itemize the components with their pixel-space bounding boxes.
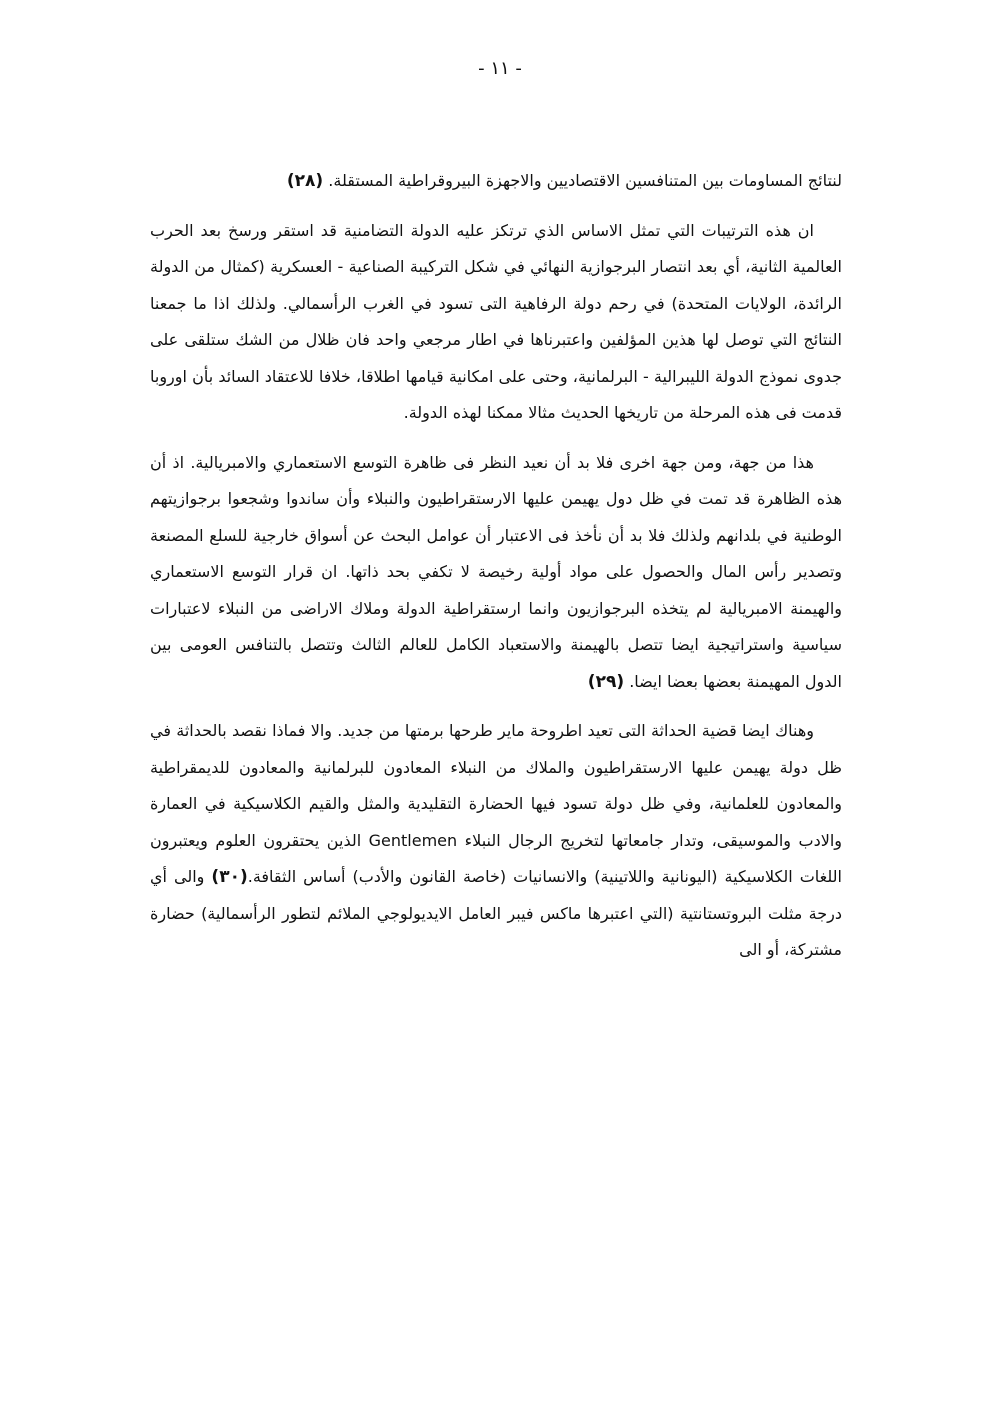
paragraph-text: ان هذه الترتيبات التي تمثل الاساس الذي ترتكز عليه الدولة التضامنية قد استقر ورسخ بعد الحرب العالمية الثانية، أي بعد انتصار البرجوازية النهائي في شكل التركيبة الصناعية - العسكرية (كمثال من الدولة الرائدة، الولايات المتحدة) في رحم دولة الرفاهية التى تسود في الغرب الرأسمالي. ولذلك اذا ما جمعنا النتائج التي توصل لها هذين المؤلفين واعتبرناها في اطار مرجعي واحد فان ظلال من الشك ستلقى على جدوى نموذج الدولة الليبرالية - البرلمانية، وحتى على امكانية قيامها اطلاقا، خلافا للاعتقاد السائد بأن اوروبا قدمت فى هذه المرحلة من تاريخها الحديث مثالا ممكنا لهذه الدولة. — [150, 220, 842, 422]
paragraph-3 — [150, 445, 842, 701]
page-number: - ١١ - — [478, 58, 522, 79]
footnote-ref: (٢٨) — [286, 171, 324, 191]
paragraph-1 — [150, 163, 842, 200]
paragraph-text-continued: والى أي درجة مثلت البروتستانتية (التي اعتبرها ماكس فيبر العامل الايديولوجي الملائم لتطور الرأسمالية) حضارة مشتركة، أو الى — [150, 867, 842, 959]
footnote-ref: (٢٩) — [587, 671, 625, 692]
paragraph-text: لنتائج المساومات بين المتنافسين الاقتصاديين والاجهزة البيروقراطية المستقلة. — [328, 171, 842, 190]
document-body — [150, 163, 842, 982]
footnote-ref: (٣٠) — [211, 867, 248, 887]
paragraph-text: هذا من جهة، ومن جهة اخرى فلا بد أن نعيد النظر فى ظاهرة التوسع الاستعماري والامبريالية. اذ أن هذه الظاهرة قد تمت في ظل دول يهيمن عليها الارستقراطيون والنبلاء وأن ساندوا وشجعوا برجوازيتهم الوطنية في بلدانهم ولذلك فلا بد أن نأخذ فى الاعتبار أن عوامل البحث عن أسواق خارجية للسلع المصنعة وتصدير رأس المال والحصول على مواد أولية رخيصة لا تكفي بحد ذاتها. ان قرار التوسع الاستعماري والهيمنة الامبريالية لم يتخذه البرجوازيون وانما ارستقراطية الدولة وملاك الاراضى من النبلاء لاعتبارات سياسية واستراتيجية ايضا تتصل بالهيمنة والاستعباد الكامل للعالم الثالث وتتصل بالتنافس العومى بين الدول المهيمنة بعضها بعضا ايضا. — [150, 452, 842, 691]
paragraph-2 — [150, 213, 842, 432]
paragraph-4 — [150, 713, 842, 969]
paragraph-text: وهناك ايضا قضية الحداثة التى تعيد اطروحة ماير طرحها برمتها من جديد. والا فماذا نقصد بالحداثة في ظل دولة يهيمن عليها الارستقراطيون والملاك من النبلاء المعادون للبرلمانية والمعادون للديمقراطية والمعادون للعلمانية، وفي ظل دولة تسود فيها الحضارة التقليدية والمثل والقيم الكلاسيكية في العمارة والادب والموسيقى، وتدار جامعاتها لتخريج الرجال النبلاء Gentlemen الذين يحتقرون العلوم ويعتبرون اللغات الكلاسيكية (اليونانية واللاتينية) والانسانيات (خاصة القانون والأدب) أساس الثقافة. — [150, 721, 843, 886]
